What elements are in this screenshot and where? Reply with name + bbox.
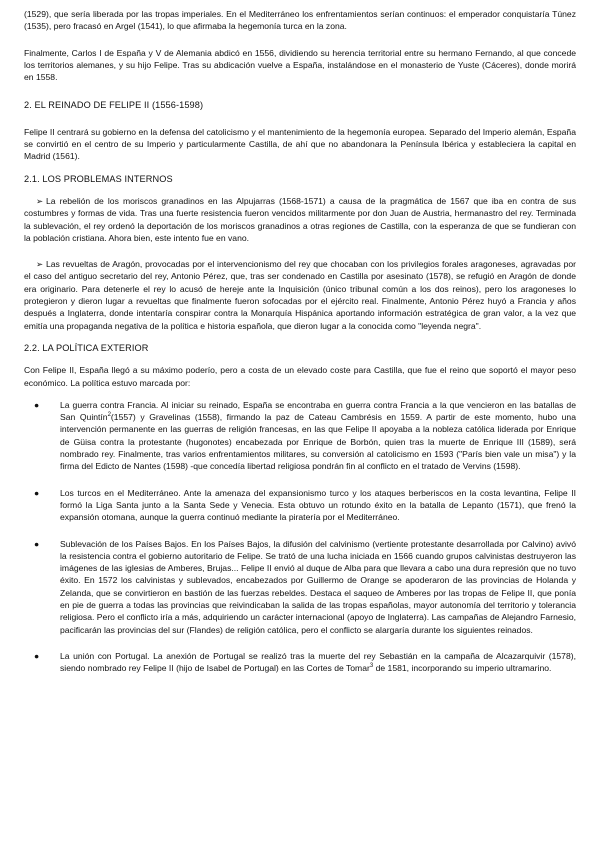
reinado-paragraph: Felipe II centrará su gobierno en la defensa del catolicismo y el mantenimiento de la hegemonía europea. Separado del Imperio alemán, España se convirtió en el centro de su Imperio y particularmente Castilla, de ahí que no abandonara la Península Ibérica y estableciera la capital en Madrid (1561). — [24, 126, 576, 162]
bullet-dot-icon: ● — [34, 487, 40, 498]
intro-paragraph-1: (1529), que sería liberada por las tropas imperiales. En el Mediterráneo los enfrentamientos serían continuos: el emperador conquistaría Túnez (1535), pero fracasó en Argel (1541), lo que afirmaba la hegemonía turca en la zona. — [24, 9, 576, 32]
arrow-bullet-icon: ➢ — [36, 195, 44, 206]
exterior-paragraph: Con Felipe II, España llegó a su máximo poderío, pero a costa de un elevado coste para Castilla, que fue el reino que soportó el mayor peso económico. La política estuvo marcada por: — [24, 365, 576, 388]
list-item-turcos: ● Los turcos en el Mediterráneo. Ante la amenaza del expansionismo turco y los ataques berberiscos en la costa levantina, Felipe II formó la Liga Santa junto a la Santa Sede y Venecia. Esta obtuvo un rotundo éxito en la batalla de Lepanto (1571), que frenó la expansión otomana, aunque la guerra continuó mediante la piratería por el Mediterráneo. — [34, 487, 576, 523]
section-heading-reinado: 2. EL REINADO DE FELIPE II (1556-1598) — [24, 100, 204, 111]
moriscos-paragraph — [24, 195, 576, 244]
subsection-heading-politica-exterior: 2.2. LA POLÍTICA EXTERIOR — [24, 342, 149, 353]
footnote-marker: 3 — [369, 663, 374, 670]
intro-paragraph-2: Finalmente, Carlos I de España y V de Alemania abdicó en 1556, dividiendo su herencia territorial entre su hermano Fernando, al que concede los territorios alemanes, y su hijo Felipe. Tras su abdicación vuelve a España, instalándose en el monasterio de Yuste (Cáceres), donde morirá en 1558. — [24, 47, 576, 83]
list-item-francia: ● La guerra contra Francia. Al iniciar su reinado, España se encontraba en guerra contra Francia a la que vencieron en las batallas de San Quintín$^2$(1557) y Gravelinas (1558), firmando la paz de Cateau Cambrésis en 1559. A partir de este momento, hubo una intervención permanente en las guerras de religión francesas, en las que Felipe II apoyaba a la nobleza católica liderada por Enrique de Güisa contra la protestante (hugonotes) encabezada por Enrique de Borbón, quien tras la muerte de Enrique III (1589), será nombrado rey. Finalmente, tras varios enfrentamientos militares, su conversión al catolicismo en 1593 ("París bien vale un misa") y la firma del Edicto de Nantes (1598) -que concedía libertad religiosa pondrán fin al conflicto en el tratado de Vervins (1598). — [34, 399, 576, 472]
list-item-portugal: ● La unión con Portugal. La anexión de Portugal se realizó tras la muerte del rey Sebastián en la campaña de Alcazarquivir (1578), siendo nombrado rey Felipe II (hijo de Isabel de Portugal) en las Cortes de Tomar$^3$ de 1581, incorporando su imperio ultramarino. — [34, 650, 576, 674]
bullet-dot-icon: ● — [34, 650, 40, 661]
list-item-paises-bajos: ● Sublevación de los Países Bajos. En los Países Bajos, la difusión del calvinismo (vertiente protestante desarrollada por Calvino) avivó la resistencia contra el gobierno autoritario de Felipe. Se trató de una lucha iniciada en 1566 cuando grupos calvinistas destruyeron las imágenes de las iglesias de Amberes, Brujas... Felipe II envió al duque de Alba para que llevara a cabo una dura represión que no tuvo éxito. En 1572 los calvinistas y sublevados, encabezados por Guillermo de Orange se apoderaron de las provincias de Holanda y Zelanda, que se convirtieron en bastión de las fuerzas rebeldes. Destaca el saqueo de Amberes por las tropas de Felipe II, que ponía en pie de guerra a todas las provincias que reivindicaban la salida de las tropas españolas, mayor autonomía del territorio y tolerancia religiosa. Pero el conflicto iría a más, adquiriendo un carácter internacional (apoyo de Inglaterra). Las campañas de Alejandro Farnesio, pacificarán las provincias del sur (Flandes) de religión católica, pero el conflicto se alargaría durante los siguientes reinados. — [34, 538, 576, 635]
document-page — [24, 8, 576, 674]
footnote-marker: 2 — [107, 412, 111, 419]
moriscos-text: La rebelión de los moriscos granadinos en las Alpujarras (1568-1571) a causa de la pragmática de 1567 que iba en contra de sus costumbres y formas de vida. Tras una fuerte resistencia fueron vencidos militarmente por don Juan de Austria, hermanastro del rey. Terminada la sublevación, el rey ordenó la deportación de los moriscos granadinos a otras regiones de Castilla, con la esperanza de que se fundieran con la población cristiana. Ahora bien, este intento fue en vano. — [24, 195, 576, 243]
bullet-dot-icon: ● — [34, 538, 40, 549]
subsection-heading-problemas-internos: 2.1. LOS PROBLEMAS INTERNOS — [24, 173, 173, 184]
aragon-paragraph — [24, 258, 576, 332]
aragon-text: Las revueltas de Aragón, provocadas por el intervencionismo del rey que chocaban con los privilegios forales aragoneses, agravadas por el caso del antiguo secretario del rey, Antonio Pérez, que, tras ser condenado en Castilla por asesinato (1578), se refugió en Aragón de donde era originario. Para detenerle el rey lo acusó de hereje ante la Inquisición (único tribunal común a los dos reinos), pero los aragoneses lo protegieron y dieron lugar a revueltas que finalmente fueron sofocadas por el ejército real. Finalmente, Antonio Pérez huyó a Francia y años después a Inglaterra, donde intentaría conspirar contra la Monarquía Hispánica aportando información estratégica de gran valor, a la vez que emitía una propaganda negativa de la política e historia española, que dieron lugar a la conocida como "leyenda negra". — [24, 259, 576, 331]
politica-exterior-list — [24, 399, 576, 675]
bullet-dot-icon: ● — [34, 399, 40, 410]
arrow-bullet-icon: ➢ — [36, 259, 44, 270]
